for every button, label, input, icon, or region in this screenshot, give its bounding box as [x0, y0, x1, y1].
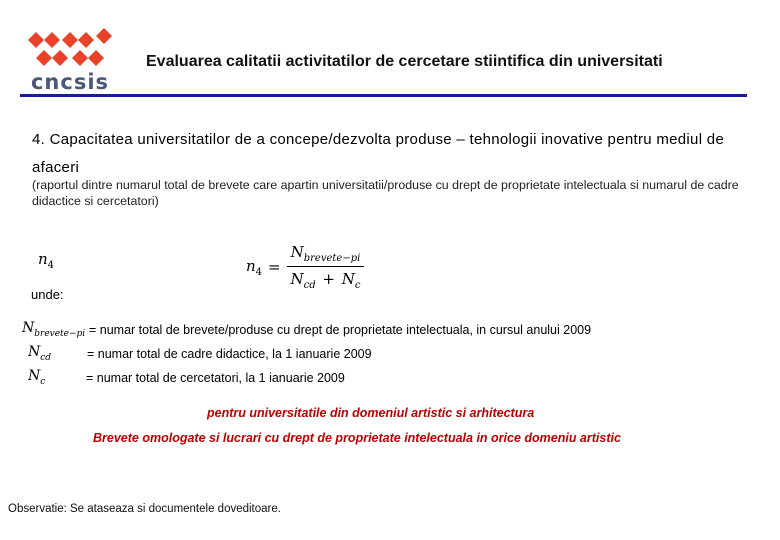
formula: $n_4$ = $\frac{N_{brevete-pi}}{N_{cd} + N_c}$ — [246, 243, 364, 291]
page-title: Evaluarea calitatii activitatilor de cercetare stiintifica din universitati — [146, 53, 663, 70]
legend-symbol-cd: $N_{cd}$ — [28, 344, 52, 363]
formula-numerator: $N_{brevete-pi}$ — [287, 243, 365, 267]
footer-observation: Observatie: Se ataseaza si documentele doveditoare. — [8, 503, 281, 515]
section-title: 4. Capacitatea universitatilor de a concepe/dezvolta produse – tehnologii inovative pentru mediul de afaceri — [32, 131, 725, 176]
header-divider — [20, 94, 747, 97]
legend-symbol-c: $N_c$ — [28, 368, 46, 387]
legend-symbol-brevete: $N_{brevete-pi}$ — [22, 320, 86, 339]
section-description: (raportul dintre numarul total de brevete care apartin universitatii/produse cu drept de proprietate intelectuala si numarul de cadre didactice si cercetatori) — [32, 178, 739, 208]
legend-def-c: = numar total de cercetatori, la 1 ianuarie 2009 — [86, 371, 345, 385]
legend-def-cd: = numar total de cadre didactice, la 1 ianuarie 2009 — [87, 347, 372, 361]
formula-denominator: $N_{cd} + N_c$ — [290, 270, 361, 291]
indicator-symbol: $n_4$ — [38, 250, 55, 271]
formula-fraction — [287, 243, 365, 291]
note-artistic-domain: pentru universitatile din domeniul artistic si arhitectura — [207, 406, 535, 420]
logo-wordmark: cncsis — [30, 70, 110, 94]
formula-lhs: $n_4$ — [246, 256, 263, 278]
legend-heading: unde: — [31, 287, 64, 302]
legend-def-brevete: = numar total de brevete/produse cu drept de proprietate intelectuala, in cursul anului 2009 — [89, 323, 592, 337]
note-artistic-patents: Brevete omologate si lucrari cu drept de proprietate intelectuala in orice domeniu artistic — [93, 431, 621, 445]
